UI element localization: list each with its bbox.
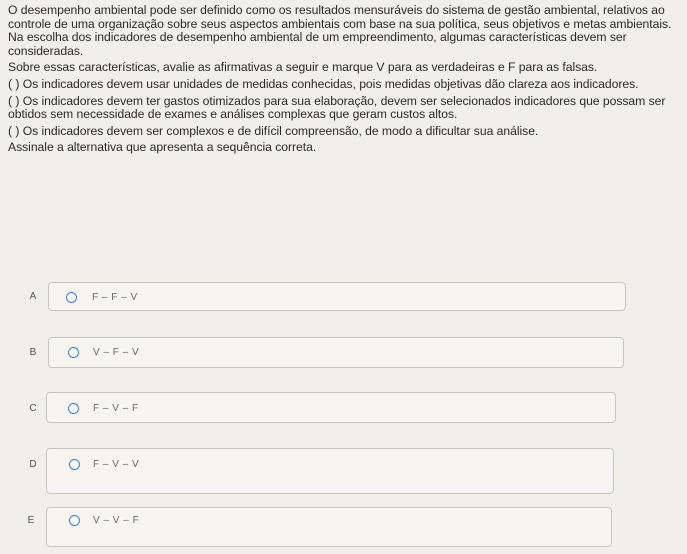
radio-button[interactable]	[68, 347, 79, 358]
option-text: F – V – F	[93, 403, 139, 414]
option-text: F – V – V	[93, 459, 140, 470]
question-intro: O desempenho ambiental pode ser definido como os resultados mensuráveis do sistema de gestão ambiental, relativos ao controle de uma organização sobre seus aspectos ambientais com base na sua política, seus objetivos e metas ambientais. Na escolha dos indicadores de desempenho ambiental de um empreendimento, algumas características devem ser consideradas.	[8, 3, 672, 58]
radio-button[interactable]	[69, 459, 80, 470]
statement-3: ( ) Os indicadores devem ser complexos e de difícil compreensão, de modo a dificultar sua análise.	[8, 123, 539, 138]
option-letter: C	[29, 403, 37, 414]
answer-prompt: Assinale a alternativa que apresenta a sequência correta.	[8, 140, 317, 155]
option-text: F – F – V	[92, 292, 138, 303]
statement-2: ( ) Os indicadores devem ter gastos otimizados para sua elaboração, devem ser selecionados indicadores que possam ser obtidos sem necessidade de exames e análises complexas que geram custos altos.	[8, 93, 666, 122]
question-instruction: Sobre essas características, avalie as afirmativas a seguir e marque V para as verdadeiras e F para as falsas.	[8, 60, 598, 75]
option-letter: B	[29, 347, 37, 358]
radio-button[interactable]	[68, 403, 79, 414]
option-letter: A	[29, 291, 37, 302]
option-box[interactable]	[46, 507, 612, 547]
option-letter: D	[29, 459, 37, 470]
radio-button[interactable]	[69, 515, 80, 526]
option-box[interactable]	[46, 448, 614, 494]
option-text: V – F – V	[93, 347, 140, 358]
option-text: V – V – F	[93, 515, 140, 526]
option-letter: E	[27, 515, 35, 526]
statement-1: ( ) Os indicadores devem usar unidades de medidas conhecidas, pois medidas objetivas dão clareza aos indicadores.	[8, 76, 639, 91]
radio-button[interactable]	[66, 292, 77, 303]
